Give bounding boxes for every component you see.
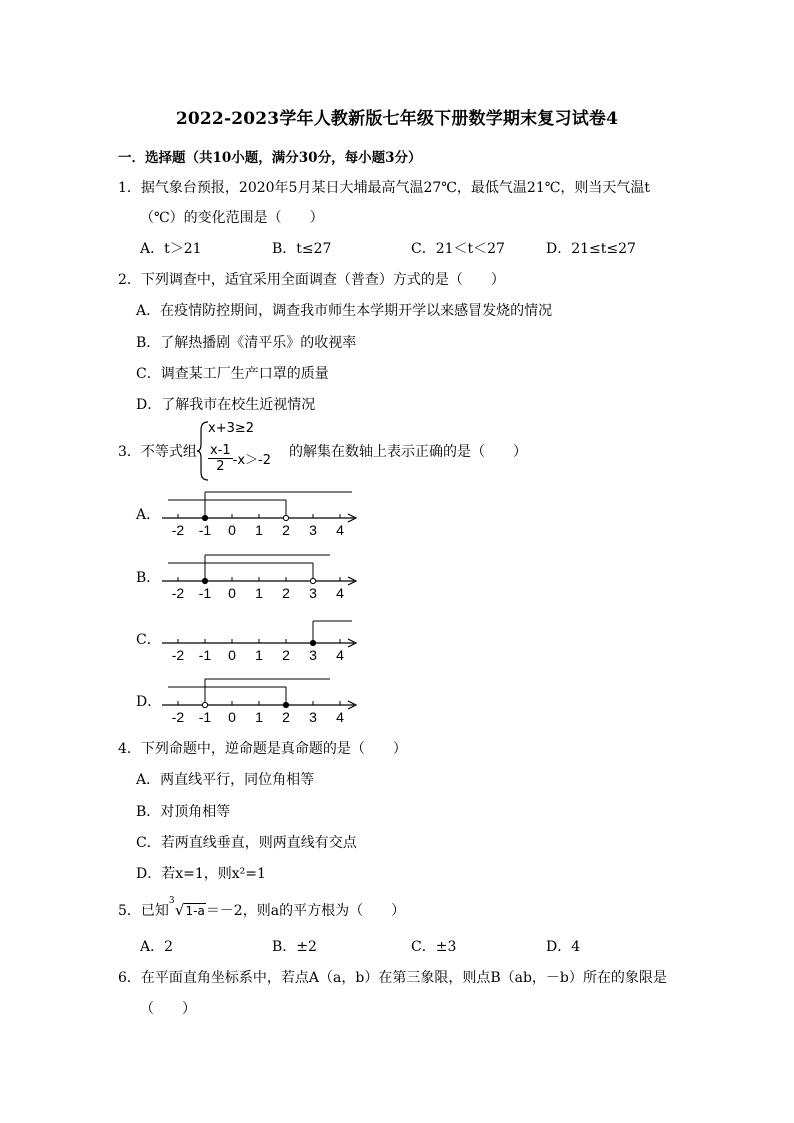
q2-option-b: B．了解热播剧《清平乐》的收视率 [136,335,357,351]
axis-tick-label: -1 [198,709,212,725]
q1-stem-line1: 1．据气象台预报，2020年5月某日大埔最高气温27℃，最低气温21℃，则当天气温t [118,180,651,196]
q5-option-c: C．±3 [411,939,457,955]
q5-root-index: 3 [168,896,175,906]
solid-point [202,515,207,520]
q3-option-b-label: B． [136,570,161,586]
q2-option-d: D．了解我市在校生近视情况 [136,397,316,413]
axis-tick-label: 2 [282,647,290,663]
q4-option-c: C．若两直线垂直，则两直线有交点 [136,835,357,851]
q3-option-d-label: D． [136,694,162,710]
q3-option-b-numberline [160,549,360,601]
axis-tick-label: 0 [228,522,236,538]
q6-stem-line1: 6．在平面直角坐标系中，若点A（a，b）在第三象限，则点B（ab，－b）所在的象限是 [118,970,667,986]
q3-inequality-2-rest: -x＞-2 [232,453,272,468]
q4-option-d: D．若x=1，则x²=1 [136,866,266,882]
q5-option-a: A．2 [140,939,174,955]
axis-tick-label: 2 [282,585,290,601]
q3-option-c-numberline [160,611,360,663]
q5-option-d: D．4 [546,939,581,955]
q5-radicand: 1-a [185,904,205,918]
q3-inequality-2 [208,443,271,474]
axis-tick-label: 4 [336,585,344,601]
q3-inequality-1: x+3≥2 [208,421,255,436]
axis-tick-label: -1 [198,647,212,663]
axis-tick-label: 4 [336,522,344,538]
solid-point [202,578,207,583]
axis-tick-label: -1 [198,585,212,601]
q3-option-a-numberline [160,486,360,538]
page-title: 2022-2023学年人教新版七年级下册数学期末复习试卷4 [175,109,619,129]
solid-point [283,702,288,707]
axis-tick-label: -1 [198,522,212,538]
q4-stem: 4．下列命题中，逆命题是真命题的是（ ） [118,741,407,757]
axis-tick-label: 3 [309,522,317,538]
axis-tick-label: 1 [255,522,263,538]
q1-option-b: B．t≤27 [272,241,332,257]
axis-tick-label: -2 [171,709,185,725]
q3-fraction-numerator: x-1 [210,443,231,458]
hollow-point [310,578,315,583]
axis-tick-label: 1 [255,709,263,725]
hollow-point [202,702,207,707]
solid-point [310,640,315,645]
q1-option-d: D．21≤t≤27 [546,241,636,257]
q1-option-c: C．21＜t＜27 [411,241,505,257]
q5-cube-root: 3 √1-a [168,896,205,919]
q5-suffix: ＝－2，则a的平方根为（ ） [205,903,406,919]
axis-tick-label: 2 [282,522,290,538]
axis-tick-label: 4 [336,709,344,725]
axis-tick-label: 4 [336,647,344,663]
axis-tick-label: 1 [255,647,263,663]
axis-tick-label: 3 [309,709,317,725]
q4-option-a: A．两直线平行，同位角相等 [136,772,315,788]
axis-tick-label: 1 [255,585,263,601]
axis-tick-label: 0 [228,585,236,601]
q2-option-a: A．在疫情防控期间，调查我市师生本学期开学以来感冒发烧的情况 [136,303,553,319]
q3-fraction-denominator: 2 [216,459,225,474]
axis-tick-label: 3 [309,647,317,663]
axis-tick-label: 2 [282,709,290,725]
hollow-point [283,515,288,520]
q3-prefix: 3．不等式组 [118,444,197,460]
q1-option-a: A．t＞21 [140,241,202,257]
q4-option-b: B．对顶角相等 [136,804,231,820]
axis-tick-label: -2 [171,522,185,538]
q5-option-b: B．±2 [272,939,317,955]
q6-stem-line2: （ ） [140,1001,196,1017]
axis-tick-label: 0 [228,709,236,725]
q2-option-c: C．调查某工厂生产口罩的质量 [136,366,329,382]
section-heading: 一．选择题（共10小题，满分30分，每小题3分） [118,150,422,166]
q3-fraction [208,443,233,474]
q3-suffix: 的解集在数轴上表示正确的是（ ） [289,444,527,460]
q3-option-d-numberline [160,673,360,725]
q2-stem: 2．下列调查中，适宜采用全面调查（普查）方式的是（ ） [118,272,505,288]
q3-option-a-label: A． [136,507,161,523]
axis-tick-label: -2 [171,585,185,601]
axis-tick-label: 3 [309,585,317,601]
axis-tick-label: -2 [171,647,185,663]
q5-stem [118,896,406,920]
q5-prefix: 5．已知 [118,903,169,919]
q3-option-c-label: C． [136,632,161,648]
axis-tick-label: 0 [228,647,236,663]
q1-stem-line2: （℃）的变化范围是（ ） [140,210,324,226]
